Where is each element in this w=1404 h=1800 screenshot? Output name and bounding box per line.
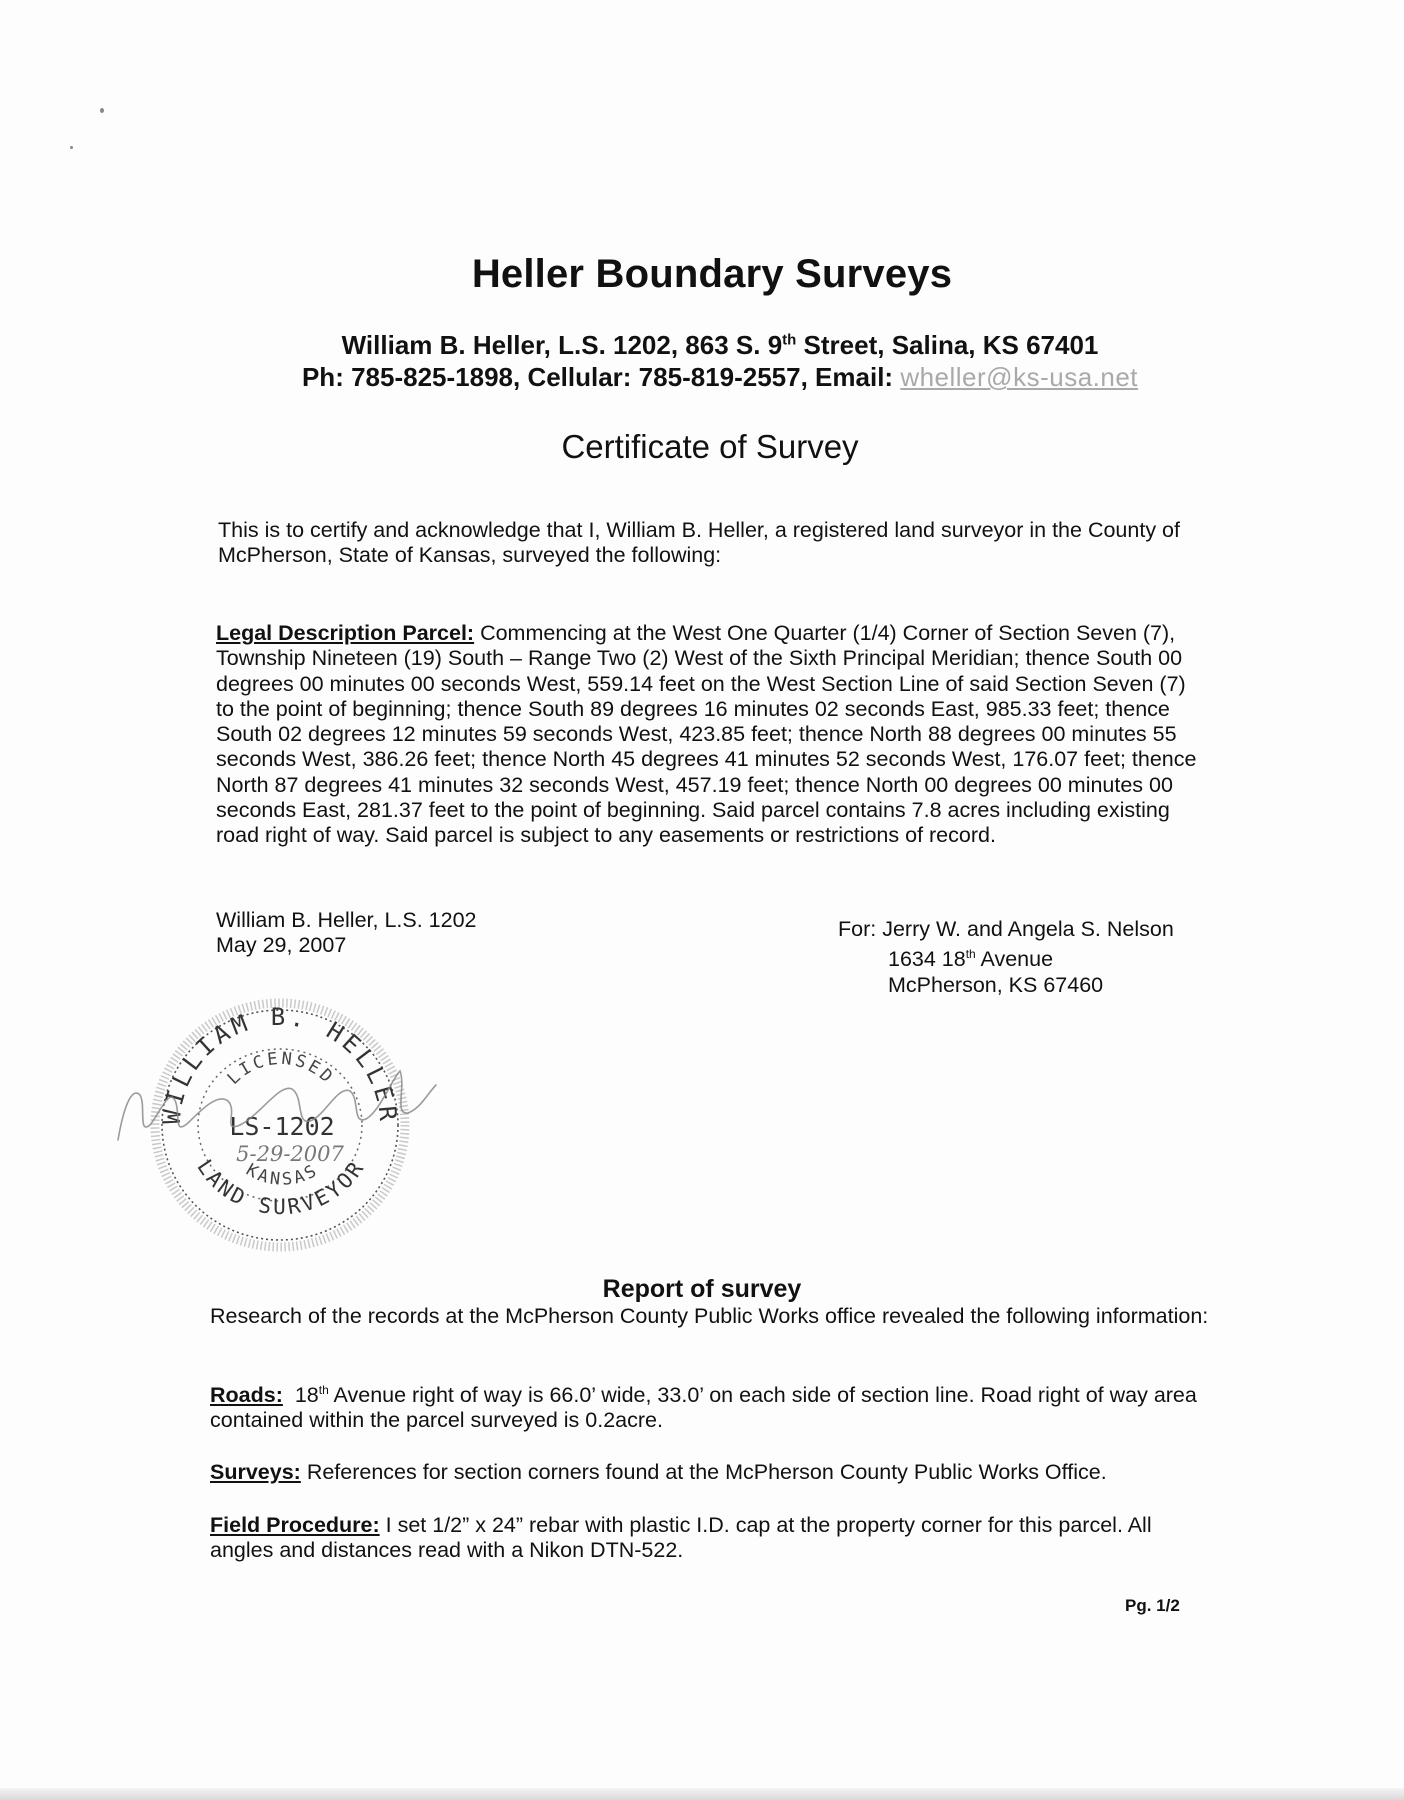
seal-top-text: WILLIAM B. HELLER [157, 1003, 403, 1126]
scan-speck [100, 108, 104, 113]
research-paragraph: Research of the records at the McPherson County Public Works office revealed the following information: [210, 1304, 1209, 1328]
surveys-text: References for section corners found at the McPherson County Public Works Office. [300, 1460, 1107, 1484]
field-procedure-paragraph [210, 1513, 1210, 1564]
certification-statement: This is to certify and acknowledge that I, William B. Heller, a registered land surveyor in the County of McPherson, State of Kansas, surveyed the following: [218, 518, 1180, 568]
seal-bottom-text: LAND SURVEYOR [192, 1155, 370, 1220]
surveyor-signature-block [216, 908, 636, 959]
certificate-title: Certificate of Survey [561, 428, 859, 465]
seal-date: 5-29-2007 [236, 1142, 344, 1166]
seal-license-number: LS-1202 [229, 1112, 335, 1141]
client-street [838, 942, 1218, 972]
surveyor-seal [110, 975, 440, 1265]
email-link[interactable]: wheller@ks-usa.net [900, 362, 1139, 392]
surveyor-name: William B. Heller, L.S. 1202 [216, 908, 477, 932]
legal-description [216, 621, 1206, 849]
surveys-paragraph [210, 1460, 1210, 1485]
client-city: McPherson, KS 67460 [888, 972, 1104, 997]
field-procedure-text: I set 1/2” x 24” rebar with plastic I.D. cap at the property corner for this parcel. All angles and distances read with a Nikon DTN-522. [210, 1513, 1152, 1563]
address-ordinal: th [782, 331, 797, 349]
survey-date: May 29, 2007 [216, 933, 347, 958]
address-prefix: William B. Heller, L.S. 1202, 863 S. 9 [341, 330, 783, 360]
client-street-suffix: Avenue [975, 947, 1054, 972]
legal-description-text: Commencing at the West One Quarter (1/4) Corner of Section Seven (7), Township Nineteen (19) South – Range Two (2) West of the Sixth Principal Meridian; thence South 00 degrees 00 minutes 00 seconds West, 559.14 feet on the West Section Line of said Section Seven (7) to the point of beginning; thence South 89 degrees 16 minutes 02 seconds East, 985.33 feet; thence South 02 degrees 12 minutes 59 seconds West, 423.85 feet; thence North 88 degrees 00 minutes 55 seconds West, 386.26 feet; thence North 45 degrees 41 minutes 52 seconds West, 176.07 feet; thence North 87 degrees 41 minutes 32 seconds West, 457.19 feet; thence North 00 degrees 00 minutes 00 seconds East, 281.37 feet to the point of beginning. Said parcel contains 7.8 acres including existing road right of way. Said parcel is subject to any easements or restrictions of record. [216, 621, 1197, 848]
client-names: For: Jerry W. and Angela S. Nelson [838, 917, 1174, 941]
roads-ordinal: th [318, 1383, 329, 1397]
company-contact [0, 362, 1404, 393]
client-street-prefix: 1634 18 [888, 947, 966, 972]
roads-label: Roads: [210, 1383, 283, 1408]
contact-phones: Ph: 785-825-1898, Cellular: 785-819-2557, Email: [301, 362, 901, 392]
report-title: Report of survey [602, 1275, 802, 1303]
field-procedure-label: Field Procedure: [210, 1513, 380, 1537]
roads-paragraph [210, 1378, 1210, 1434]
scan-edge [0, 1788, 1404, 1800]
company-address [0, 330, 1404, 361]
company-name: Heller Boundary Surveys [471, 252, 953, 296]
seal-licensed-text: LICENSED [223, 1048, 339, 1089]
surveys-label: Surveys: [210, 1460, 301, 1484]
roads-text: Avenue right of way is 66.0’ wide, 33.0’ on each side of section line. Road right of way area contained within the parcel surveyed is 0.2acre. [210, 1383, 1197, 1433]
seal-state-text: KANSAS [242, 1160, 323, 1190]
address-suffix: Street, Salina, KS 67401 [796, 330, 1099, 360]
client-street-ordinal: th [965, 947, 976, 962]
scan-speck [70, 146, 73, 149]
legal-description-label: Legal Description Parcel: [216, 621, 475, 645]
roads-prefix: 18 [282, 1383, 319, 1408]
page-number: Pg. 1/2 [1125, 1596, 1180, 1615]
client-block [838, 917, 1218, 998]
